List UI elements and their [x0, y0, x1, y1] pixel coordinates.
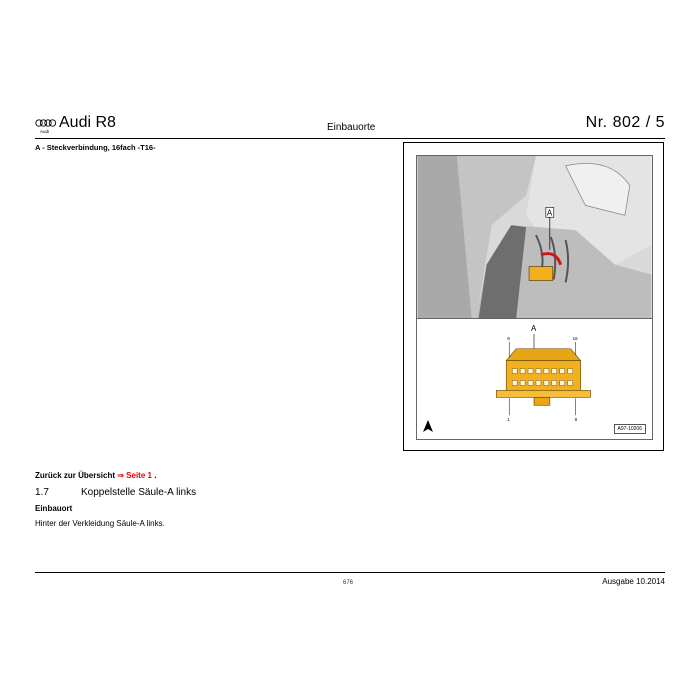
- page-header: [35, 112, 665, 138]
- photo-label-a: A: [546, 208, 553, 218]
- connector-diagram: [416, 319, 653, 440]
- model-title: Audi R8: [59, 114, 116, 131]
- body-text: Hinter der Verkleidung Säule-A links.: [35, 519, 165, 528]
- section-heading-title: Koppelstelle Säule-A links: [81, 487, 197, 498]
- document-number: Nr. 802 / 5: [585, 114, 665, 131]
- pin-label-1: 1: [507, 417, 510, 423]
- diagram-label-a: A: [531, 323, 537, 333]
- pin-label-8: 8: [574, 417, 578, 423]
- section-title: Einbauorte: [327, 122, 376, 133]
- page-link[interactable]: ⇒ Seite 1: [117, 471, 152, 480]
- section-heading: [35, 487, 196, 498]
- header-rule: [35, 138, 665, 139]
- subheading: Einbauort: [35, 504, 73, 513]
- page-number: 676: [343, 580, 354, 586]
- item-description: A - Steckverbindung, 16fach -T16-: [35, 143, 156, 152]
- logo-brand-text: Audi: [40, 129, 50, 134]
- audi-rings-logo: [35, 117, 57, 135]
- figure-code: A97-10206: [614, 424, 646, 434]
- pin-label-16: 16: [572, 335, 578, 341]
- back-to-overview: [35, 471, 156, 480]
- edition: Ausgabe 10.2014: [602, 577, 665, 586]
- installation-figure: [403, 142, 664, 451]
- footer-rule: [35, 572, 665, 573]
- back-link-suffix: .: [151, 471, 157, 480]
- installation-photo: [416, 155, 653, 319]
- back-link-prefix: Zurück zur Übersicht: [35, 471, 118, 480]
- north-arrow-icon: [423, 420, 433, 432]
- pin-label-9: 9: [507, 335, 510, 341]
- section-number: 1.7: [35, 487, 49, 498]
